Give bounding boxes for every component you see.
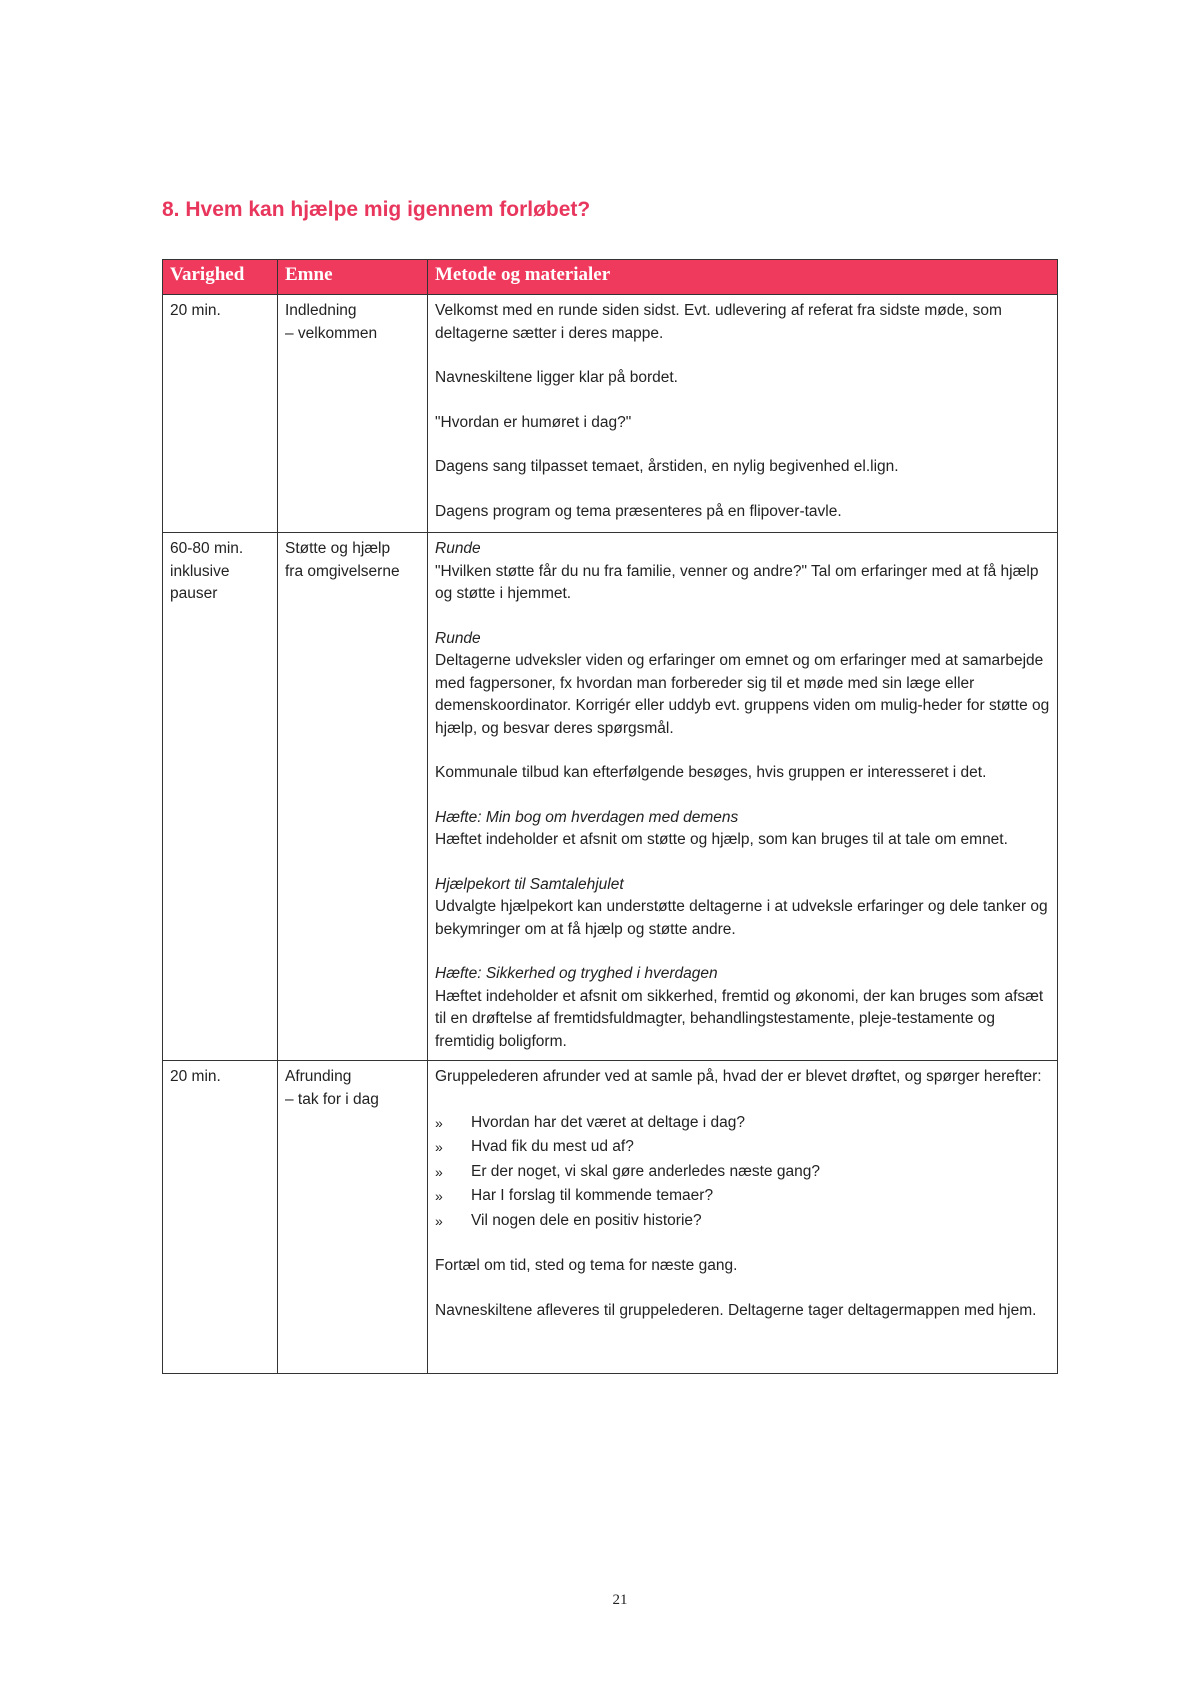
topic-line: Indledning	[285, 302, 357, 319]
method-paragraph	[435, 874, 1050, 942]
method-paragraph	[435, 367, 1050, 390]
table-row	[163, 533, 1058, 1061]
topic-line: fra omgivelserne	[285, 562, 400, 580]
table-row	[163, 295, 1058, 533]
topic-line: – tak for i dag	[285, 1090, 379, 1108]
method-paragraph	[435, 456, 1050, 479]
bullet-mark: »	[435, 1114, 443, 1131]
duration-cell	[163, 1061, 278, 1374]
method-text: Dagens sang tilpasset temaet, årstiden, en nylig begivenhed el.lign.	[435, 458, 899, 475]
bullet-mark: »	[435, 1139, 443, 1155]
method-paragraph	[435, 762, 1050, 785]
method-paragraph	[435, 628, 1050, 741]
bullet-mark: »	[435, 1188, 443, 1204]
topic-cell	[278, 295, 428, 533]
topic-cell	[278, 1061, 428, 1374]
duration-text: 20 min.	[170, 302, 221, 319]
list-item-text: Er der noget, vi skal gøre anderledes næste gang?	[471, 1162, 820, 1180]
method-text: Fortæl om tid, sted og tema for næste gang.	[435, 1257, 738, 1274]
method-cell	[428, 533, 1058, 1061]
method-heading: Runde	[435, 540, 481, 557]
program-table	[162, 259, 1058, 1374]
duration-text: 60-80 min.	[170, 540, 244, 557]
list-item	[435, 1111, 1050, 1136]
list-item	[435, 1209, 1050, 1234]
method-text: Deltagerne udveksler viden og erfaringer om emnet og om erfaringer med at samarbejde med fagpersoner, fx hvordan man forbereder sig til et møde med sin læge eller demenskoordinator. Korrigér eller uddyb evt. gruppens viden om mulig-heder for støtte og hjælp, og besvar deres spørgsmål.	[435, 652, 1050, 737]
method-paragraph	[435, 1255, 1050, 1278]
duration-cell	[163, 295, 278, 533]
method-paragraph	[435, 963, 1050, 1053]
topic-line: Støtte og hjælp	[285, 540, 391, 557]
method-text: Hæftet indeholder et afsnit om støtte og hjælp, som kan bruges til at tale om emnet.	[435, 831, 1008, 848]
table-header-row	[163, 260, 1058, 295]
duration-cell	[163, 533, 278, 1061]
method-text: Navneskiltene ligger klar på bordet.	[435, 369, 678, 386]
table-row	[163, 1061, 1058, 1374]
topic-cell	[278, 533, 428, 1061]
method-cell	[428, 295, 1058, 533]
duration-text: pauser	[170, 585, 218, 602]
topic-line: – velkommen	[285, 324, 378, 342]
list-item-text: Hvordan har det været at deltage i dag?	[471, 1113, 746, 1131]
list-item	[435, 1184, 1050, 1209]
method-text: Kommunale tilbud kan efterfølgende besøges, hvis gruppen er interesseret i det.	[435, 764, 987, 781]
question-list	[435, 1111, 1050, 1234]
topic-line: Afrunding	[285, 1068, 352, 1085]
method-text: Velkomst med en runde siden sidst. Evt. udlevering af referat fra sidste møde, som deltagerne sætter i deres mappe.	[435, 302, 1002, 342]
method-text: Dagens program og tema præsenteres på en flipover-tavle.	[435, 502, 842, 520]
method-text: Gruppelederen afrunder ved at samle på, hvad der er blevet drøftet, og spørger herefter:	[435, 1068, 1042, 1085]
list-item-text: Vil nogen dele en positiv historie?	[471, 1211, 702, 1229]
list-item	[435, 1135, 1050, 1160]
bullet-mark: »	[435, 1212, 443, 1229]
method-heading: Hæfte: Min bog om hverdagen med demens	[435, 808, 739, 826]
method-paragraph	[435, 501, 1050, 524]
method-paragraph	[435, 807, 1050, 852]
method-paragraph	[435, 1066, 1050, 1089]
page-number: 21	[612, 1592, 628, 1608]
header-duration: Varighed	[163, 260, 278, 295]
method-text: Navneskiltene afleveres til gruppelederen. Deltagerne tager deltagermappen med hjem.	[435, 1301, 1037, 1319]
header-method: Metode og materialer	[428, 260, 1058, 295]
page-title: 8. Hvem kan hjælpe mig igennem forløbet?	[162, 198, 591, 221]
method-text: "Hvilken støtte får du nu fra familie, venner og andre?" Tal om erfaringer med at få hjælp og støtte i hjemmet.	[435, 562, 1039, 602]
header-topic: Emne	[278, 260, 428, 295]
method-text: Hæftet indeholder et afsnit om sikkerhed, fremtid og økonomi, der kan bruges som afsæt til en drøftelse af fremtidsfuldmagter, behandlingstestamente, pleje-testamente og fremtidig boligform.	[435, 987, 1044, 1050]
bullet-mark: »	[435, 1163, 443, 1180]
method-text: Udvalgte hjælpekort kan understøtte deltagerne i at udveksle erfaringer og dele tanker og bekymringer om at få hjælp og støtte andre.	[435, 898, 1048, 938]
method-text: "Hvordan er humøret i dag?"	[435, 413, 632, 431]
duration-text: inklusive	[170, 562, 230, 580]
list-item	[435, 1160, 1050, 1185]
method-heading: Hæfte: Sikkerhed og tryghed i hverdagen	[435, 965, 718, 982]
method-heading: Hjælpekort til Samtalehjulet	[435, 875, 624, 893]
method-paragraph	[435, 300, 1050, 345]
method-cell	[428, 1061, 1058, 1374]
method-paragraph	[435, 538, 1050, 606]
method-paragraph	[435, 1300, 1050, 1323]
duration-text: 20 min.	[170, 1068, 221, 1085]
method-paragraph	[435, 412, 1050, 435]
method-heading: Runde	[435, 629, 481, 647]
list-item-text: Har I forslag til kommende temaer?	[471, 1187, 714, 1204]
list-item-text: Hvad fik du mest ud af?	[471, 1138, 634, 1155]
